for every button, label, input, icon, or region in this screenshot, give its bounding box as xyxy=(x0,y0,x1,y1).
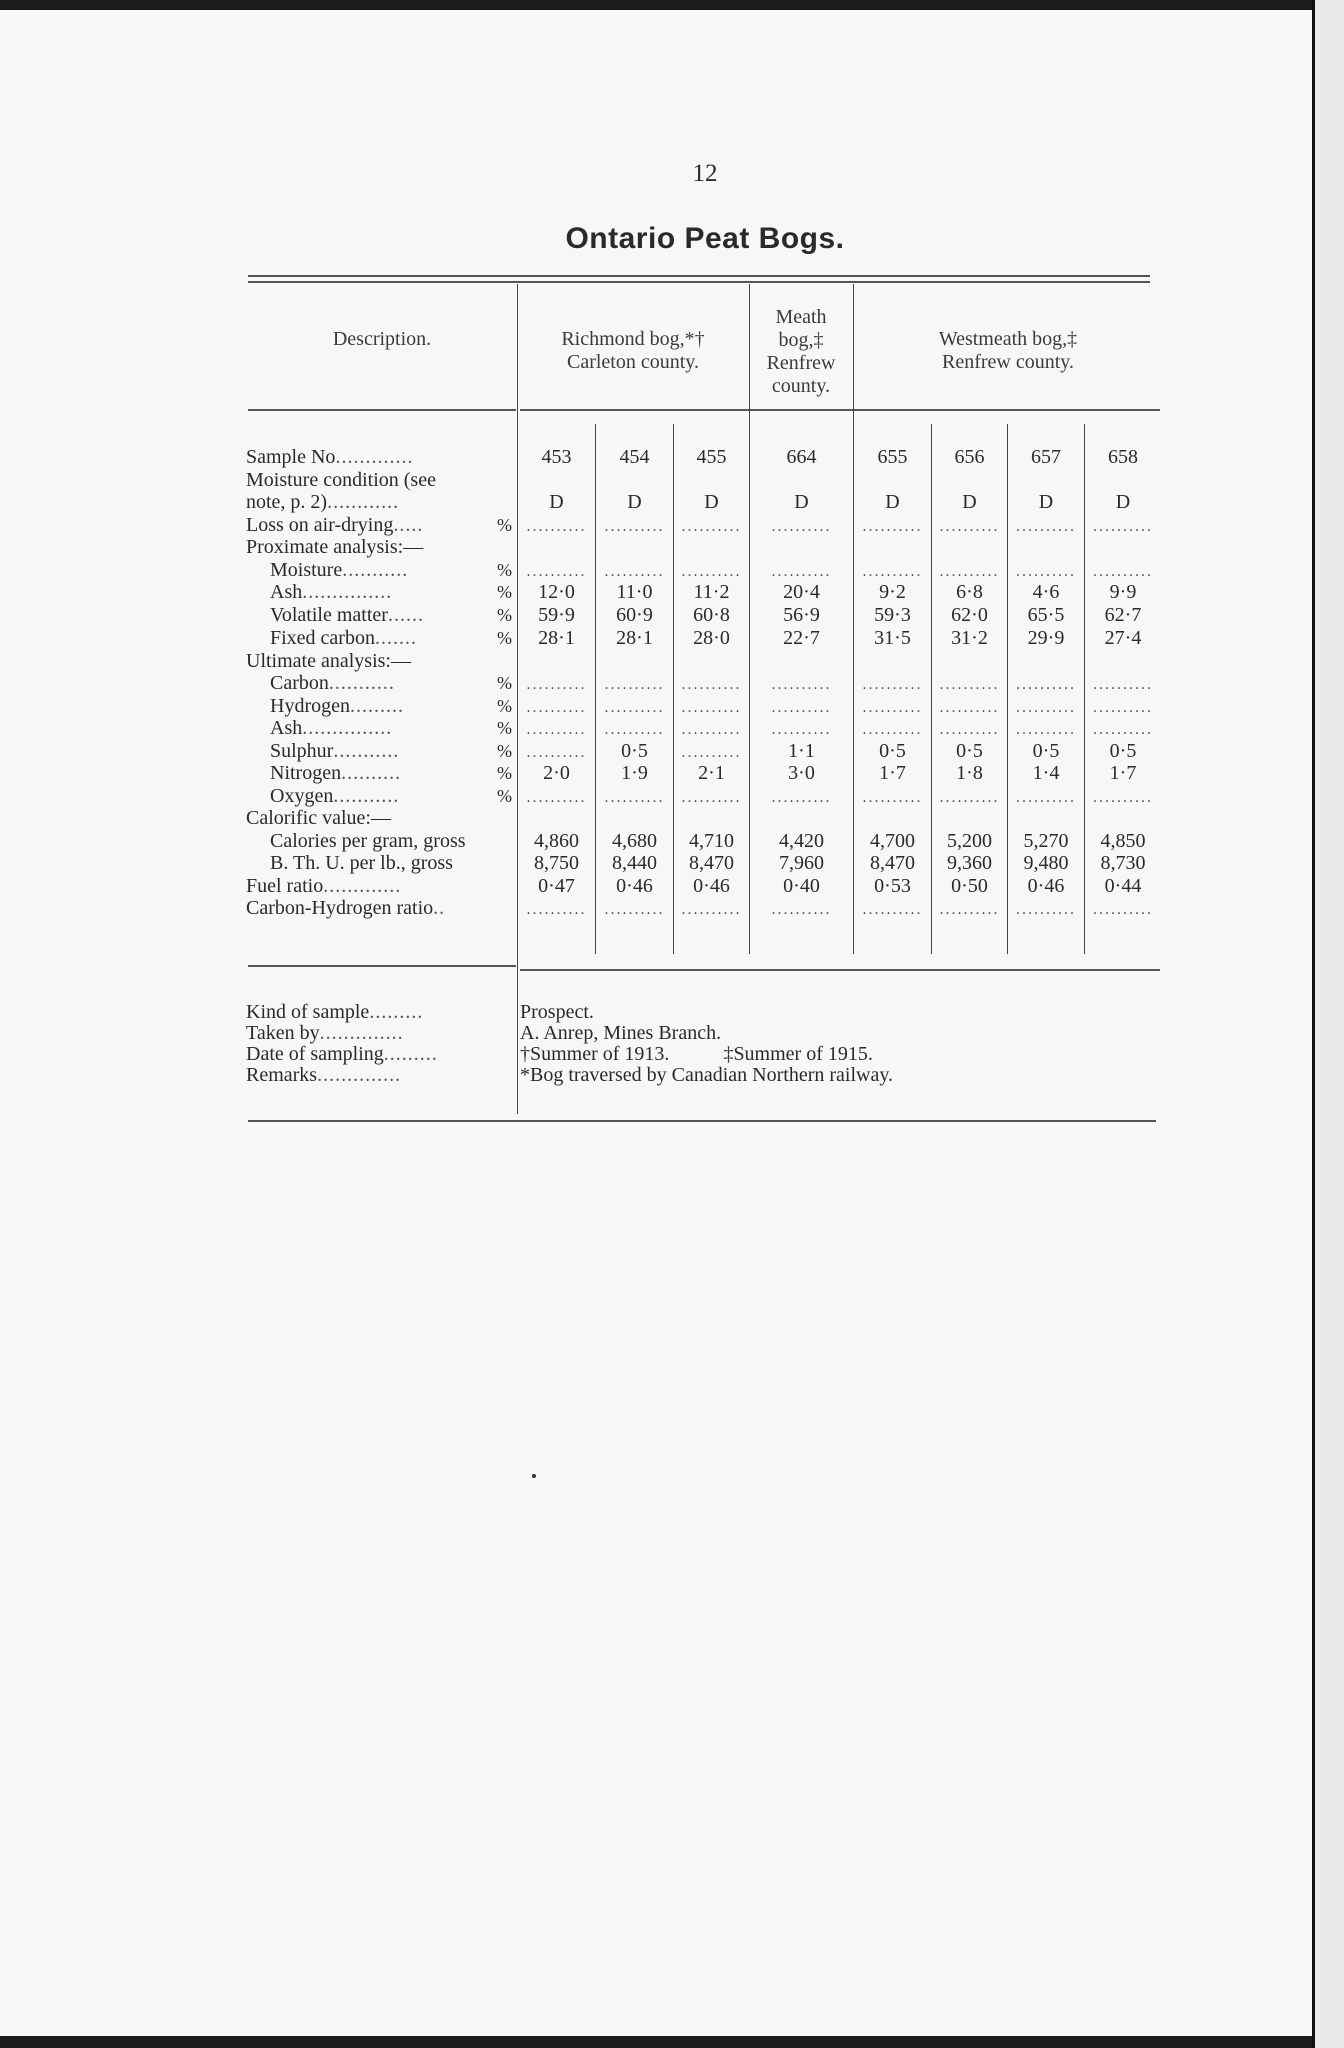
empty-cell-leader: .......... xyxy=(862,789,923,806)
table-cell: 0·50 xyxy=(951,875,988,897)
empty-cell-leader: .......... xyxy=(526,744,587,761)
table-cell: 0·46 xyxy=(616,875,653,897)
empty-cell-leader: .......... xyxy=(771,901,832,918)
empty-cell-leader: .......... xyxy=(1093,563,1153,580)
table-cell: D xyxy=(794,491,809,513)
meath-header: Meath bog,‡ Renfrew county. xyxy=(766,306,836,397)
empty-cell-leader: .......... xyxy=(1093,901,1153,918)
empty-cell-leader: .......... xyxy=(771,721,832,738)
row-label: Fuel ratio............. xyxy=(246,875,402,897)
empty-cell-leader: .......... xyxy=(526,699,587,716)
empty-cell-leader: .......... xyxy=(1093,721,1153,738)
table-cell: D xyxy=(549,491,564,513)
table-cell: 0·40 xyxy=(783,875,820,897)
empty-cell-leader: .......... xyxy=(1016,721,1076,738)
empty-cell-leader: .......... xyxy=(681,563,742,580)
empty-cell-leader: .......... xyxy=(939,518,1000,535)
empty-cell-leader: .......... xyxy=(526,721,587,738)
empty-cell-leader: .......... xyxy=(526,563,587,580)
table-cell: 655 xyxy=(877,446,908,468)
page-title: Ontario Peat Bogs. xyxy=(565,222,845,255)
empty-cell-leader: .......... xyxy=(604,518,665,535)
empty-cell-leader: .......... xyxy=(604,721,665,738)
empty-cell-leader: .......... xyxy=(771,789,832,806)
empty-cell-leader: .......... xyxy=(1016,676,1076,693)
table-cell: 1·7 xyxy=(879,762,906,784)
empty-cell-leader: .......... xyxy=(939,721,1000,738)
table-cell: 658 xyxy=(1108,446,1138,468)
row-label: Calories per gram, gross xyxy=(270,830,466,852)
table-cell: 31·2 xyxy=(951,627,988,649)
table-cell: 5,270 xyxy=(1023,830,1069,852)
percent-unit: % xyxy=(497,628,512,648)
table-cell: 0·5 xyxy=(879,740,906,762)
percent-unit: % xyxy=(497,560,512,580)
row-label: Hydrogen......... % xyxy=(270,695,512,717)
table-cell: D xyxy=(962,491,977,513)
footer-label: Kind of sample......... xyxy=(246,1002,424,1023)
empty-cell-leader: .......... xyxy=(681,676,742,693)
empty-cell-leader: .......... xyxy=(1093,676,1153,693)
empty-cell-leader: .......... xyxy=(1016,518,1076,535)
footer-value: Prospect. xyxy=(520,1001,594,1023)
table-cell: 31·5 xyxy=(874,627,911,649)
table-cell: 4,420 xyxy=(779,830,824,852)
page-speck xyxy=(532,1474,536,1478)
row-label: Oxygen........... % xyxy=(270,785,512,807)
empty-cell-leader: .......... xyxy=(604,699,665,716)
description-header: Description. xyxy=(332,328,432,350)
table-cell: 12·0 xyxy=(538,581,575,603)
page-number: 12 xyxy=(692,160,718,187)
table-cell: 455 xyxy=(696,446,727,468)
empty-cell-leader: .......... xyxy=(526,518,587,535)
row-label: Ash............... % xyxy=(270,581,512,603)
row-label: note, p. 2)............ xyxy=(246,491,400,513)
empty-cell-leader: .......... xyxy=(526,901,587,918)
table-cell: 2·1 xyxy=(698,762,725,784)
percent-unit: % xyxy=(497,605,512,625)
table-cell: D xyxy=(627,491,642,513)
table-cell: 1·1 xyxy=(788,740,815,762)
table-cell: 11·2 xyxy=(693,581,730,603)
table-cell: 9·2 xyxy=(879,581,906,603)
row-label: Sulphur........... % xyxy=(270,740,512,762)
footer-value: A. Anrep, Mines Branch. xyxy=(520,1022,722,1044)
column-divider xyxy=(1084,424,1085,954)
row-label: B. Th. U. per lb., gross xyxy=(270,852,453,874)
table-cell: 0·46 xyxy=(1027,875,1065,897)
table-cell: 1·9 xyxy=(621,762,648,784)
empty-cell-leader: .......... xyxy=(1016,699,1076,716)
row-label: Volatile matter...... % xyxy=(270,604,512,626)
body-bottom-rule-left xyxy=(248,965,516,967)
percent-unit: % xyxy=(497,786,512,806)
table-cell: 56·9 xyxy=(783,604,820,626)
empty-cell-leader: .......... xyxy=(681,789,742,806)
column-divider xyxy=(517,284,518,1114)
empty-cell-leader: .......... xyxy=(862,901,923,918)
row-label: Carbon-Hydrogen ratio.. xyxy=(246,897,446,919)
empty-cell-leader: .......... xyxy=(526,676,587,693)
table-cell: 656 xyxy=(954,446,985,468)
table-cell: 28·1 xyxy=(616,627,653,649)
header-rule-description xyxy=(248,409,516,411)
table-cell: 8,470 xyxy=(870,852,915,874)
table-cell: 1·4 xyxy=(1032,762,1060,784)
table-cell: 0·5 xyxy=(1032,740,1060,762)
footer-value: †Summer of 1913. ‡Summer of 1915. xyxy=(520,1043,873,1065)
empty-cell-leader: .......... xyxy=(862,518,923,535)
footer-label: Remarks.............. xyxy=(246,1065,402,1086)
table-cell: 9,360 xyxy=(947,852,992,874)
table-cell: 1·7 xyxy=(1109,762,1137,784)
table-cell: 454 xyxy=(619,446,650,468)
table-cell: D xyxy=(1115,491,1131,513)
empty-cell-leader: .......... xyxy=(604,563,665,580)
empty-cell-leader: .......... xyxy=(771,676,832,693)
table-cell: 8,730 xyxy=(1100,852,1146,874)
empty-cell-leader: .......... xyxy=(862,676,923,693)
column-divider xyxy=(853,284,854,954)
table-cell: 4,860 xyxy=(534,830,579,852)
table-cell: 6·8 xyxy=(956,581,983,603)
row-label: Calorific value:— xyxy=(246,807,391,829)
table-cell: 657 xyxy=(1031,446,1061,468)
table-cell: 0·47 xyxy=(538,875,575,897)
empty-cell-leader: .......... xyxy=(1016,563,1076,580)
column-divider xyxy=(931,424,932,954)
empty-cell-leader: .......... xyxy=(681,518,742,535)
row-label: Ash............... % xyxy=(270,717,512,739)
footer-label: Taken by.............. xyxy=(246,1023,404,1044)
footer-label: Date of sampling......... xyxy=(246,1044,438,1065)
empty-cell-leader: .......... xyxy=(771,518,832,535)
table-cell: 28·1 xyxy=(538,627,575,649)
table-cell: 453 xyxy=(541,446,572,468)
percent-unit: % xyxy=(497,696,512,716)
percent-unit: % xyxy=(497,673,512,693)
table-cell: 9·9 xyxy=(1109,581,1137,603)
percent-unit: % xyxy=(497,515,512,535)
empty-cell-leader: .......... xyxy=(526,789,587,806)
empty-cell-leader: .......... xyxy=(681,744,742,761)
empty-cell-leader: .......... xyxy=(862,563,923,580)
footer-value: *Bog traversed by Canadian Northern railway. xyxy=(520,1064,894,1086)
empty-cell-leader: .......... xyxy=(771,699,832,716)
table-cell: 65·5 xyxy=(1027,604,1065,626)
empty-cell-leader: .......... xyxy=(1016,901,1076,918)
table-cell: 62·0 xyxy=(951,604,988,626)
table-cell: 664 xyxy=(786,446,817,468)
table-cell: 8,440 xyxy=(612,852,657,874)
table-cell: 5,200 xyxy=(947,830,992,852)
empty-cell-leader: .......... xyxy=(939,901,1000,918)
empty-cell-leader: .......... xyxy=(604,901,665,918)
table-cell: 4,710 xyxy=(689,830,734,852)
empty-cell-leader: .......... xyxy=(939,699,1000,716)
table-cell: 7,960 xyxy=(779,852,824,874)
percent-unit: % xyxy=(497,582,512,602)
table-cell: 0·53 xyxy=(874,875,911,897)
table-cell: 0·5 xyxy=(621,740,648,762)
empty-cell-leader: .......... xyxy=(1093,699,1153,716)
table-cell: 62·7 xyxy=(1104,604,1142,626)
row-label: Moisture........... % xyxy=(270,559,512,581)
table-cell: 60·8 xyxy=(693,604,730,626)
empty-cell-leader: .......... xyxy=(681,699,742,716)
empty-cell-leader: .......... xyxy=(681,721,742,738)
bottom-rule xyxy=(248,1120,1156,1122)
table-cell: 0·5 xyxy=(1109,740,1137,762)
table-cell: 9,480 xyxy=(1023,852,1069,874)
row-label: Loss on air-drying..... % xyxy=(246,514,512,536)
empty-cell-leader: .......... xyxy=(604,789,665,806)
table-cell: 27·4 xyxy=(1104,627,1142,649)
table-cell: D xyxy=(885,491,900,513)
top-double-rule xyxy=(248,275,1150,283)
table-cell: 4·6 xyxy=(1032,581,1060,603)
table-cell: D xyxy=(1038,491,1054,513)
row-label: Fixed carbon....... % xyxy=(270,627,512,649)
empty-cell-leader: .......... xyxy=(771,563,832,580)
table-cell: 22·7 xyxy=(783,627,820,649)
table-cell: 0·44 xyxy=(1104,875,1142,897)
empty-cell-leader: .......... xyxy=(862,699,923,716)
table-cell: 1·8 xyxy=(956,762,983,784)
empty-cell-leader: .......... xyxy=(939,789,1000,806)
table-cell: 4,850 xyxy=(1100,830,1146,852)
table-cell: 28·0 xyxy=(693,627,730,649)
table-cell: 2·0 xyxy=(543,762,570,784)
column-divider xyxy=(749,284,750,954)
empty-cell-leader: .......... xyxy=(939,676,1000,693)
body-bottom-rule-right xyxy=(520,969,1160,971)
empty-cell-leader: .......... xyxy=(1093,518,1153,535)
empty-cell-leader: .......... xyxy=(1093,789,1153,806)
row-label: Proximate analysis:— xyxy=(246,536,424,558)
column-divider xyxy=(595,424,596,954)
percent-unit: % xyxy=(497,741,512,761)
row-label: Moisture condition (see xyxy=(246,469,436,491)
table-cell: 0·46 xyxy=(693,875,730,897)
row-label: Sample No............. xyxy=(246,446,414,468)
percent-unit: % xyxy=(497,763,512,783)
empty-cell-leader: .......... xyxy=(1016,789,1076,806)
richmond-header: Richmond bog,*† Carleton county. xyxy=(561,328,705,373)
westmeath-header: Westmeath bog,‡ Renfrew county. xyxy=(938,328,1078,373)
column-divider xyxy=(673,424,674,954)
empty-cell-leader: .......... xyxy=(604,676,665,693)
header-rule-columns xyxy=(520,409,1160,411)
table-cell: 8,750 xyxy=(534,852,579,874)
table-cell: D xyxy=(704,491,719,513)
empty-cell-leader: .......... xyxy=(939,563,1000,580)
table-cell: 59·9 xyxy=(538,604,575,626)
table-cell: 60·9 xyxy=(616,604,653,626)
page-edge xyxy=(1312,0,1344,2048)
column-divider xyxy=(1007,424,1008,954)
empty-cell-leader: .......... xyxy=(681,901,742,918)
table-cell: 59·3 xyxy=(874,604,911,626)
table-cell: 4,680 xyxy=(612,830,657,852)
row-label: Carbon........... % xyxy=(270,672,512,694)
table-cell: 29·9 xyxy=(1027,627,1065,649)
table-cell: 8,470 xyxy=(689,852,734,874)
table-cell: 3·0 xyxy=(788,762,815,784)
row-label: Ultimate analysis:— xyxy=(246,650,411,672)
empty-cell-leader: .......... xyxy=(862,721,923,738)
row-label: Nitrogen.......... % xyxy=(270,762,512,784)
table-cell: 4,700 xyxy=(870,830,915,852)
table-cell: 20·4 xyxy=(783,581,820,603)
table-cell: 0·5 xyxy=(956,740,983,762)
table-cell: 11·0 xyxy=(616,581,653,603)
percent-unit: % xyxy=(497,718,512,738)
